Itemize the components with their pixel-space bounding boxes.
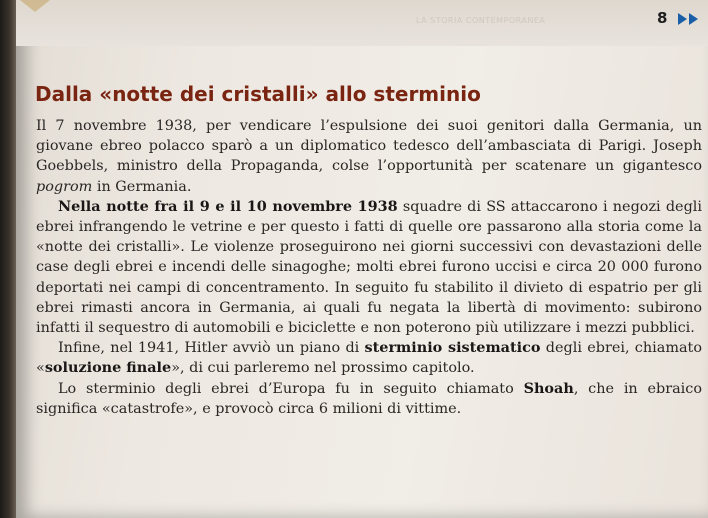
text-run: Lo sterminio degli ebrei d’Europa fu in seguito chiamato (58, 380, 524, 397)
bold-term: Shoah (523, 379, 574, 397)
page-number: 8 (657, 9, 668, 27)
book-page (16, 0, 708, 518)
article-body (36, 116, 702, 419)
italic-term: pogrom (36, 178, 93, 195)
text-run: squadre di SS attaccarono i negozi degli ebrei infrangendo le vetrine e per questo i fatti di quelle ore passarono alla storia come la «notte dei cristalli». Le violenze proseguirono nei giorni successivi con devastazioni delle case degli ebrei e incendi delle sinagoghe; molti ebrei furono uccisi e circa 20 000 furono deportati nei campi di concentramento. In seguito fu stabilito il divieto di espatrio per gli ebrei rimasti ancora in Germania, ai quali fu negata la libertà di movimento: subirono infatti il sequestro di automobili e biciclette e non poterono più utilizzare i mezzi pubblici. (36, 198, 702, 337)
next-page-arrows-icon[interactable] (678, 13, 698, 25)
bold-term: sterminio sistematico (364, 339, 541, 357)
paragraph-1 (36, 116, 702, 197)
text-run: Il 7 novembre 1938, per vendicare l’espulsione dei suoi genitori dalla Germania, un giovane ebreo polacco sparò a un diplomatico tedesco dell’ambasciata di Parigi. Joseph Goebbels, ministro della Propaganda, colse l’opportunità per scatenare un gigantesco (36, 118, 702, 175)
arrow-right-icon (689, 13, 698, 25)
book-binding-shadow (0, 0, 16, 518)
running-head: LA STORIA CONTEMPORANEA (416, 16, 546, 25)
paragraph-2 (36, 197, 702, 338)
section-title: Dalla «notte dei cristalli» allo sterminio (35, 82, 481, 106)
text-run: degli ebrei, chiamato « (36, 340, 702, 377)
arrow-right-icon (678, 13, 687, 25)
text-run: Infine, nel 1941, Hitler avviò un piano di (58, 340, 365, 357)
text-run: », di cui parleremo nel prossimo capitolo. (171, 360, 475, 377)
bold-term: Nella notte fra il 9 e il 10 novembre 1938 (58, 197, 398, 215)
bold-term: soluzione finale (44, 359, 172, 377)
text-run: in Germania. (92, 178, 192, 195)
paragraph-3 (36, 338, 702, 378)
paragraph-4 (36, 379, 702, 419)
text-run: , che in ebraico significa «catastrofe», e provocò circa 6 milioni di vittime. (36, 380, 702, 417)
